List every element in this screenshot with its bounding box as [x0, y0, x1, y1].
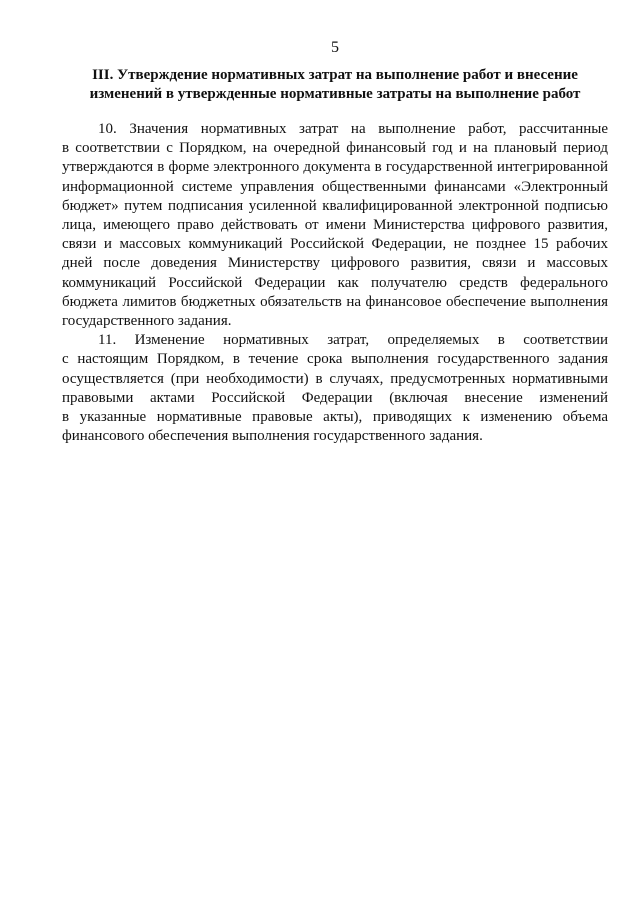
paragraph-10 — [62, 120, 608, 331]
paragraph-11 — [62, 331, 608, 446]
paragraph-line: связи и массовых коммуникаций Российской Федерации, не позднее 15 рабочих — [62, 236, 608, 253]
paragraph-line: лица, имеющего право действовать от имени Министерства цифрового развития, — [62, 217, 608, 234]
page-number: 5 — [331, 39, 339, 56]
paragraph-line: дней после доведения Министерству цифрового развития, связи и массовых — [62, 255, 608, 272]
paragraph-line: с настоящим Порядком, в течение срока выполнения государственного задания — [62, 351, 608, 368]
paragraph-line: осуществляется (при необходимости) в случаях, предусмотренных нормативными — [62, 370, 608, 387]
section-title-line: изменений в утвержденные нормативные затраты на выполнение работ — [89, 86, 581, 102]
paragraph-line: утверждаются в форме электронного документа в государственной интегрированной — [62, 159, 608, 176]
paragraph-line: информационной системе управления общественными финансами «Электронный — [62, 178, 608, 195]
paragraph-line: 10. Значения нормативных затрат на выполнение работ, рассчитанные — [98, 121, 608, 137]
paragraph-line: финансового обеспечения выполнения государственного задания. — [62, 428, 483, 445]
paragraph-line: бюджет» путем подписания усиленной квалифицированной электронной подписью — [62, 197, 608, 214]
document-body — [62, 120, 608, 446]
paragraph-line: бюджета лимитов бюджетных обязательств на финансовое обеспечение выполнения — [62, 293, 608, 310]
paragraph-line: 11. Изменение нормативных затрат, определяемых в соответствии — [98, 332, 608, 349]
paragraph-line: в указанные нормативные правовые акты), приводящих к изменению объема — [62, 409, 608, 426]
section-title-line: III. Утверждение нормативных затрат на выполнение работ и внесение — [92, 67, 578, 83]
paragraph-line: коммуникаций Российской Федерации как получателю средств федерального — [62, 274, 608, 291]
paragraph-line: государственного задания. — [62, 313, 232, 330]
section-title — [62, 66, 608, 104]
paragraph-line: правовыми актами Российской Федерации (включая внесение изменений — [62, 389, 608, 406]
paragraph-line: в соответствии с Порядком, на очередной финансовый год и на плановый период — [62, 140, 608, 157]
